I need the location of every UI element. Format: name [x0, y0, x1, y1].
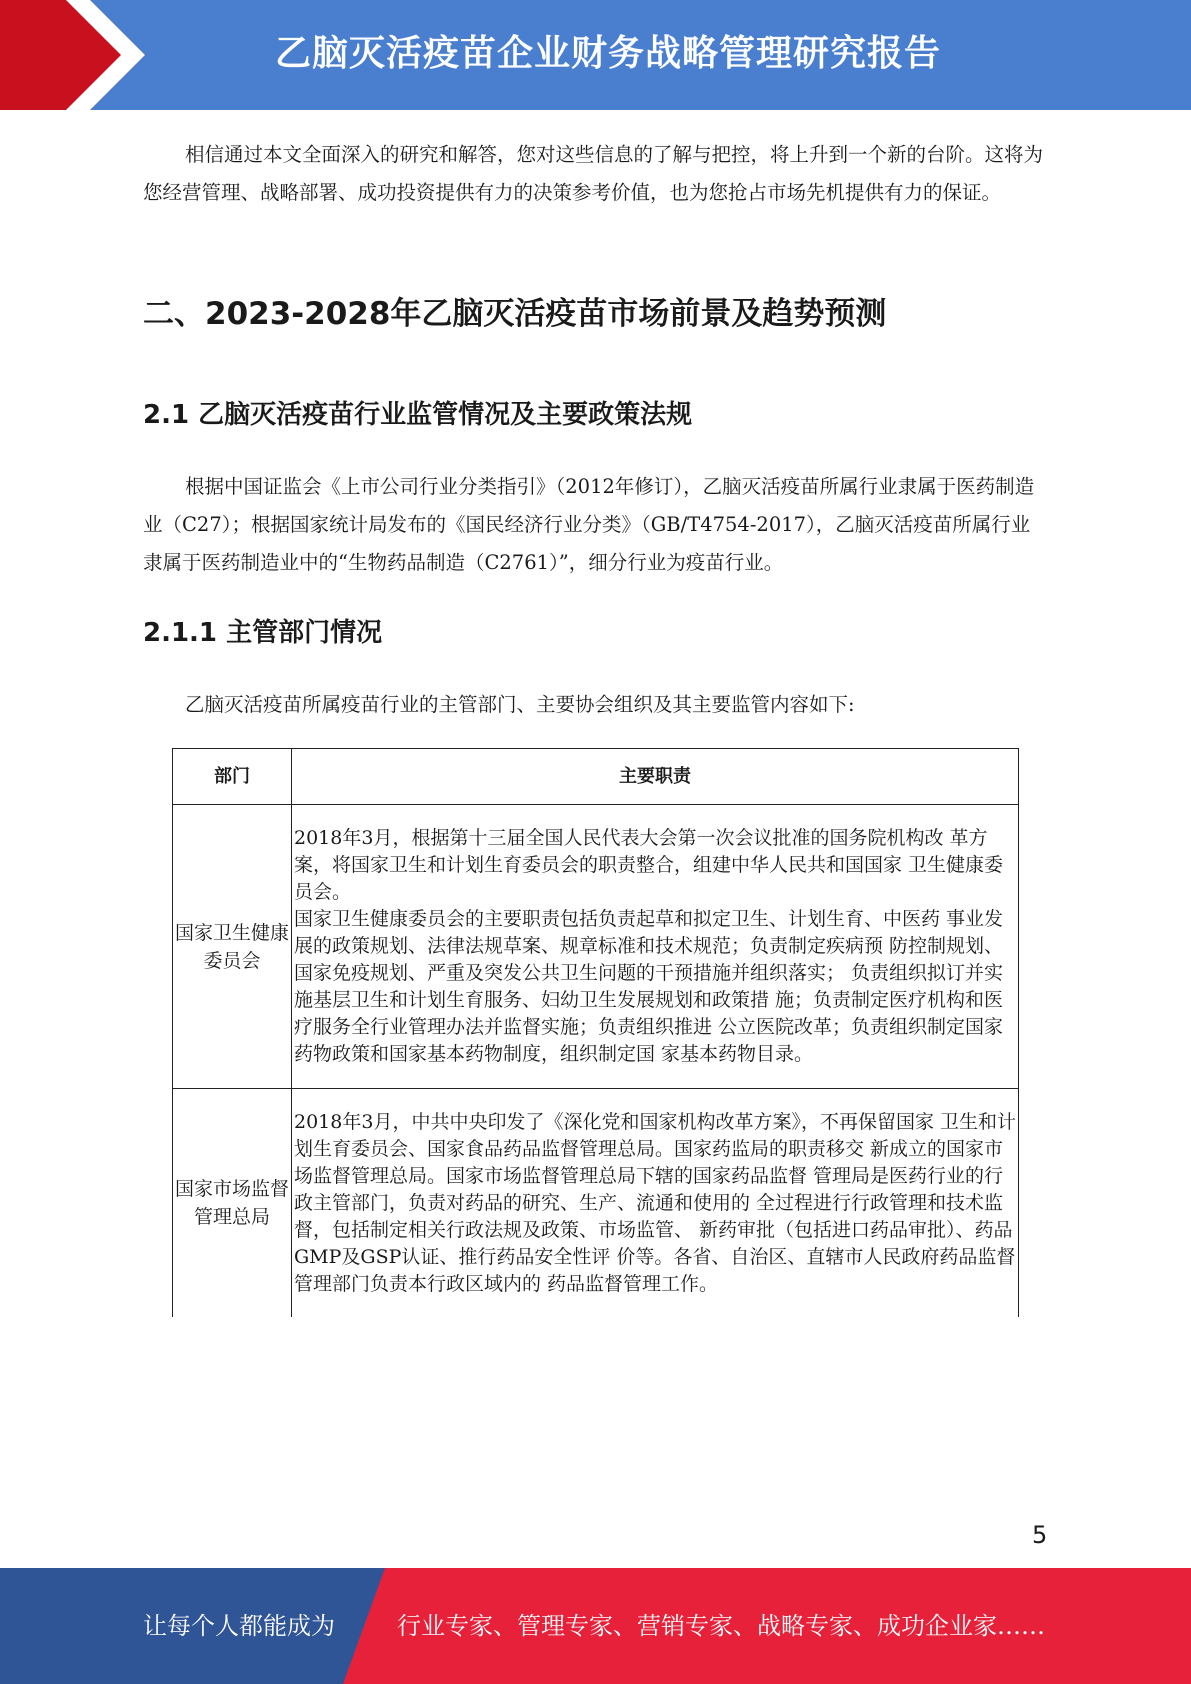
duties-text: 2018年3月，根据第十三届全国人民代表大会第一次会议批准的国务院机构改 革方案，将国家卫生和计划生育委员会的职责整合，组建中华人民共和国国家 卫生健康委员会。 [294, 827, 1004, 903]
subsection-paragraph: 根据中国证监会《上市公司行业分类指引》（2012年修订），乙脑灭活疫苗所属行业隶属于医药制造业（C27）；根据国家统计局发布的《国民经济行业分类》（GB/T4754-2017），乙脑灭活疫苗所属行业隶属于医药制造业中的“生物药品制造（C2761）”，细分行业为疫苗行业。 [143, 475, 1035, 574]
table-row [172, 805, 1019, 1089]
duties-text: 2018年3月，中共中央印发了《深化党和国家机构改革方案》，不再保留国家 卫生和计划生育委员会、国家食品药品监督管理总局。国家药监局的职责移交 新成立的国家市场监督管理总局。国家市场监督管理总局下辖的国家药品监督 管理局是医药行业的行政主管部门，负责对药品的研究、生产、流通和使用的 全过程进行行政管理和技术监督，包括制定相关行政法规及政策、市场监管、 新药审批（包括进口药品审批）、药品GMP及GSP认证、推行药品安全性评 价等。各省、自治区、直辖市人民政府药品监督管理部门负责本行政区域内的 药品监督管理工作。 [294, 1111, 1016, 1295]
table-header-row [172, 748, 1019, 805]
departments-table [172, 748, 1019, 1317]
header-banner [0, 0, 1191, 110]
footer-slogan-left: 让每个人都能成为 [143, 1612, 335, 1640]
section-heading: 二、2023-2028年乙脑灭活疫苗市场前景及趋势预测 [143, 296, 887, 332]
duties-text: 国家卫生健康委员会的主要职责包括负责起草和拟定卫生、计划生育、中医药 事业发展的政策规划、法律法规草案、规章标准和技术规范；负责制定疾病预 防控制规划、国家免疫规划、严重及突发公共卫生问题的干预措施并组织落实； 负责组织拟订并实施基层卫生和计划生育服务、妇幼卫生发展规划和政策措 施；负责制定医疗机构和医疗服务全行业管理办法并监督实施；负责组织推进 公立医院改革；负责组织制定国家药物政策和国家基本药物制度，组织制定国 家基本药物目录。 [294, 908, 1004, 1065]
page-number: 5 [1032, 1521, 1048, 1549]
column-header-duties: 主要职责 [619, 766, 691, 787]
intro-paragraph: 相信通过本文全面深入的研究和解答，您对这些信息的了解与把控，将上升到一个新的台阶。这将为您经营管理、战略部署、成功投资提供有力的决策参考价值，也为您抢占市场先机提供有力的保证。 [143, 143, 1044, 204]
footer-slogan-right: 行业专家、管理专家、营销专家、战略专家、成功企业家…… [397, 1612, 1045, 1640]
table-intro: 乙脑灭活疫苗所属疫苗行业的主管部门、主要协会组织及其主要监管内容如下: [185, 693, 855, 716]
footer-banner [0, 1568, 1191, 1684]
column-header-department: 部门 [173, 749, 292, 804]
subsection-heading: 2.1 乙脑灭活疫苗行业监管情况及主要政策法规 [143, 400, 693, 430]
subsubsection-heading: 2.1.1 主管部门情况 [143, 618, 383, 648]
duties-cell [292, 805, 1018, 1088]
report-title: 乙脑灭活疫苗企业财务战略管理研究报告 [274, 33, 941, 74]
department-cell: 国家市场监督管理总局 [173, 1089, 292, 1317]
duties-cell [292, 1089, 1018, 1317]
department-cell: 国家卫生健康委员会 [173, 805, 292, 1088]
table-row [172, 1089, 1019, 1317]
